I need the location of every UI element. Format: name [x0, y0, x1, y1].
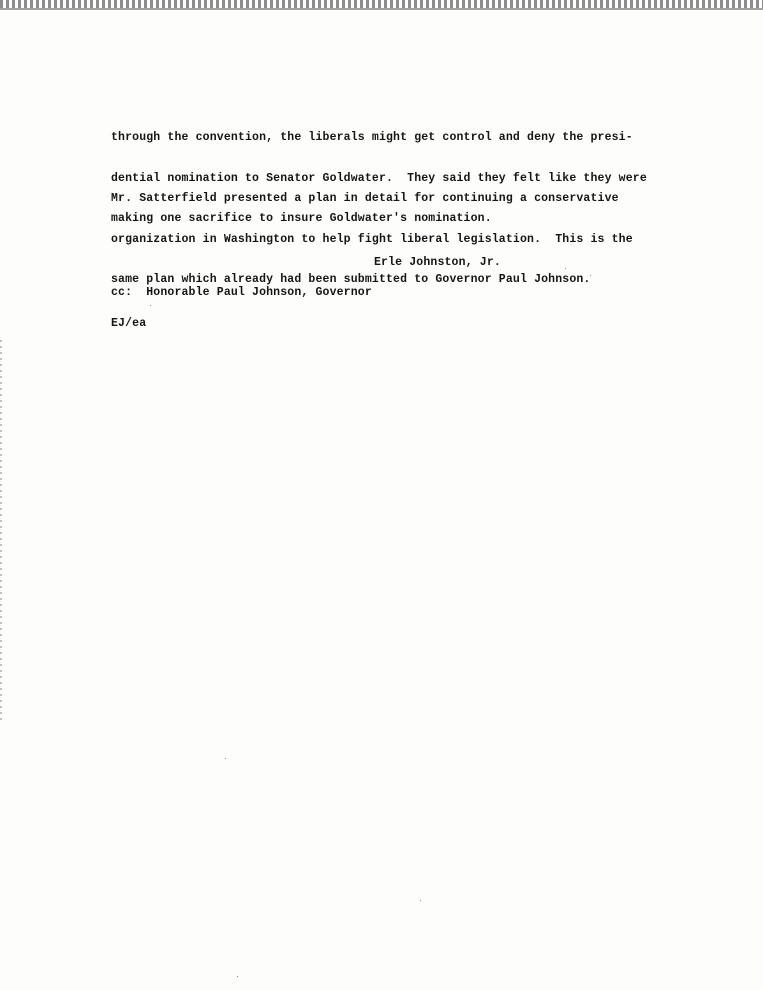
paragraph-line: dential nomination to Senator Goldwater. They said they felt like they were — [111, 171, 647, 185]
scan-speck — [150, 305, 151, 306]
scan-speck — [590, 275, 591, 276]
scan-speck — [565, 268, 566, 269]
cc-line: cc: Honorable Paul Johnson, Governor — [111, 286, 372, 299]
scan-top-edge — [0, 0, 763, 10]
scan-speck — [237, 976, 238, 977]
scan-left-edge — [0, 340, 2, 720]
scan-speck — [420, 900, 421, 901]
paragraph-line: same plan which already had been submitted to Governor Paul Johnson. — [111, 273, 591, 286]
paragraph-line: making one sacrifice to insure Goldwater's nomination. — [111, 212, 492, 225]
paragraph-line: organization in Washington to help fight liberal legislation. This is the — [111, 232, 633, 246]
signature-name: Erle Johnston, Jr. — [374, 256, 501, 269]
typist-initials: EJ/ea — [111, 317, 147, 330]
paragraph-line: Mr. Satterfield presented a plan in detail for continuing a conservative — [111, 192, 619, 205]
scan-speck — [225, 758, 226, 759]
paragraph-line: through the convention, the liberals might get control and deny the presi- — [111, 131, 633, 144]
